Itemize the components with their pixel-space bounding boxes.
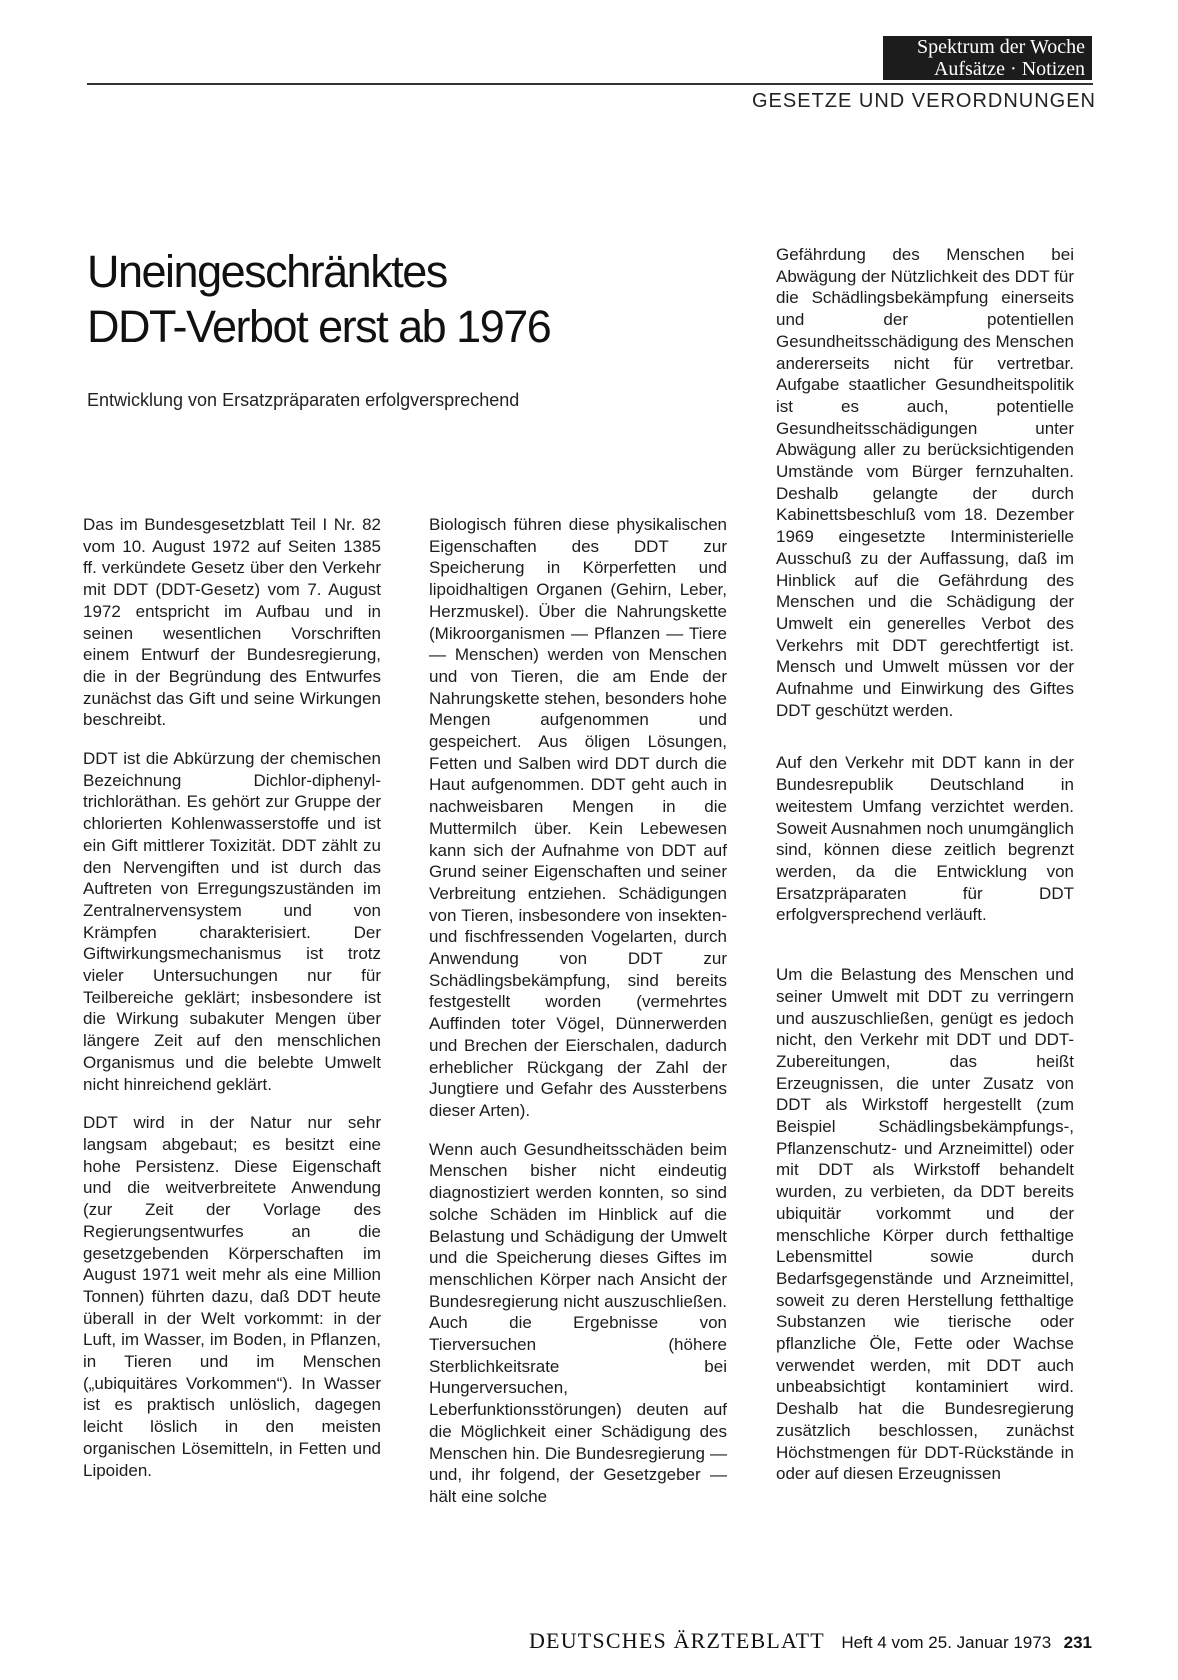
badge-line-1: Spektrum der Woche bbox=[917, 36, 1085, 58]
issue-info: Heft 4 vom 25. Januar 1973 bbox=[841, 1633, 1052, 1652]
paragraph: Auf den Verkehr mit DDT kann in der Bundesrepublik Deutschland in weitestem Umfang verzichtet werden. Soweit Ausnahmen noch unumgänglich sind, können diese zeitlich begrenzt werden, da die Entwicklung von Ersatzpräparaten für DDT erfolgversprechend verläuft. bbox=[776, 753, 1074, 925]
paragraph: DDT ist die Abkürzung der chemischen Bezeichnung Dichlor-diphenyl-trichloräthan. Es gehört zur Gruppe der chlorierten Kohlenwasserstoffe und ist ein Gift mittlerer Toxizität. DDT zählt zu den Nervengiften und ist durch das Auftreten von Erregungszuständen im Zentralnervensystem und von Krämpfen charakterisiert. Der Giftwirkungsmechanismus ist trotz vieler Untersuchungen nur für Teilbereiche geklärt; insbesondere ist die Wirkung subakuter Mengen über längere Zeit auf den menschlichen Organismus und die belebte Umwelt nicht hinreichend geklärt. bbox=[83, 749, 381, 1094]
title-line-1: Uneingeschränktes bbox=[87, 246, 447, 297]
text-column-1 bbox=[83, 514, 381, 1481]
title-line-2: DDT-Verbot erst ab 1976 bbox=[87, 301, 551, 352]
paragraph: Gefährdung des Menschen bei Abwägung der Nützlichkeit des DDT für die Schädlingsbekämpfung einerseits und der potentiellen Gesundheitsschädigung des Menschen andererseits nicht für vertretbar. Aufgabe staatlicher Gesundheitspolitik ist es auch, potentielle Gesundheitsschädigungen unter Abwägung aller zu berücksichtigenden Umstände vom Bürger fernzuhalten. Deshalb gelangte der durch Kabinettsbeschluß vom 18. Dezember 1969 eingesetzte Interministerielle Ausschuß zu der Auffassung, daß im Hinblick auf die Gefährdung des Menschen und die Schädigung der Umwelt ein generelles Verbot des Verkehrs mit DDT gerechtfertigt ist. Mensch und Umwelt müssen vor der Aufnahme und Einwirkung des Giftes DDT geschützt werden. bbox=[776, 245, 1074, 720]
paragraph: Um die Belastung des Menschen und seiner Umwelt mit DDT zu verringern und auszuschließen, genügt es jedoch nicht, den Verkehr mit DDT und DDT-Zubereitungen, das heißt Erzeugnissen, die unter Zusatz von DDT als Wirkstoff hergestellt (zum Beispiel Schädlingsbekämpfungs-, Pflanzenschutz- und Arzneimittel) oder mit DDT als Wirkstoff behandelt wurden, zu verbieten, da DDT bereits ubiquitär vorkommt und der menschliche Körper durch fetthaltige Lebensmittel sowie durch Bedarfsgegenstände und Arzneimittel, soweit zu deren Herstellung fetthaltige Substanzen wie tierische oder pflanzliche Öle, Fette oder Wachse verwendet werden, mit DDT auch unbeabsichtigt kontaminiert wird. Deshalb hat die Bundesregierung zusätzlich beschlossen, zunächst Höchstmengen für DDT-Rückstände in oder auf diesen Erzeugnissen bbox=[776, 965, 1074, 1484]
paragraph: Wenn auch Gesundheitsschäden beim Menschen bisher nicht eindeutig diagnostiziert werden konnten, so sind solche Schäden im Hinblick auf die Belastung und Schädigung der Umwelt und die Speicherung dieses Giftes im menschlichen Körper nach Ansicht der Bundesregierung nicht auszuschließen. Auch die Ergebnisse von Tierversuchen (höhere Sterblichkeitsrate bei Hungerversuchen, Leberfunktionsstörungen) deuten auf die Möglichkeit einer Schädigung des Menschen hin. Die Bundesregierung — und, ihr folgend, der Gesetzgeber — hält eine solche bbox=[429, 1139, 727, 1506]
text-column-2 bbox=[429, 514, 727, 1508]
section-badge bbox=[883, 36, 1092, 80]
text-column-3 bbox=[776, 244, 1074, 1485]
badge-line-2: Aufsätze · Notizen bbox=[933, 58, 1085, 80]
header-rule bbox=[87, 83, 1093, 85]
paragraph: DDT wird in der Natur nur sehr langsam abgebaut; es besitzt eine hohe Persistenz. Diese Eigenschaft und die weitverbreitete Anwendung (zur Zeit der Vorlage des Regierungsentwurfes an die gesetzgebenden Körperschaften im August 1971 weit mehr als eine Million Tonnen) führten dazu, daß DDT heute überall in der Welt vorkommt: in der Luft, im Wasser, im Boden, in Pflanzen, in Tieren und im Menschen („ubiquitäres Vorkommen“). In Wasser ist es praktisch unlöslich, dagegen leicht löslich in den meisten organischen Lösemitteln, in Fetten und Lipoiden. bbox=[83, 1113, 381, 1480]
article-subtitle: Entwicklung von Ersatzpräparaten erfolgversprechend bbox=[87, 390, 520, 410]
section-heading: GESETZE UND VERORDNUNGEN bbox=[751, 90, 1096, 112]
journal-name: DEUTSCHES ÄRZTEBLATT bbox=[528, 1628, 825, 1653]
article-title bbox=[87, 244, 550, 354]
page-number: 231 bbox=[1063, 1633, 1092, 1652]
paragraph: Das im Bundesgesetzblatt Teil I Nr. 82 vom 10. August 1972 auf Seiten 1385 ff. verkündete Gesetz über den Verkehr mit DDT (DDT-Gesetz) vom 7. August 1972 entspricht im Aufbau und in seinen wesentlichen Vorschriften einem Entwurf der Bundesregierung, die in der Begründung des Entwurfes zunächst das Gift und seine Wirkungen beschreibt. bbox=[83, 515, 381, 730]
paragraph: Biologisch führen diese physikalischen Eigenschaften des DDT zur Speicherung in Körperfetten und lipoidhaltigen Organen (Gehirn, Leber, Herzmuskel). Über die Nahrungskette (Mikroorganismen — Pflanzen — Tiere — Menschen) werden von Menschen und von Tieren, die am Ende der Nahrungskette stehen, besonders hohe Mengen aufgenommen und gespeichert. Aus öligen Lösungen, Fetten und Salben wird DDT durch die Haut aufgenommen. DDT geht auch in nachweisbaren Mengen in die Muttermilch über. Kein Lebewesen kann sich der Aufnahme von DDT auf Grund seiner Eigenschaften und seiner Verbreitung entziehen. Schädigungen von Tieren, insbesondere von insekten- und fischfressenden Vogelarten, durch Anwendung von DDT zur Schädlingsbekämpfung, sind bereits festgestellt worden (vermehrtes Auffinden toter Vögel, Dünnerwerden und Brechen der Eierschalen, dadurch erheblicher Rückgang der Zahl der Jungtiere und Gefahr des Aussterbens dieser Arten). bbox=[429, 515, 727, 1120]
page-footer bbox=[529, 1628, 1092, 1654]
